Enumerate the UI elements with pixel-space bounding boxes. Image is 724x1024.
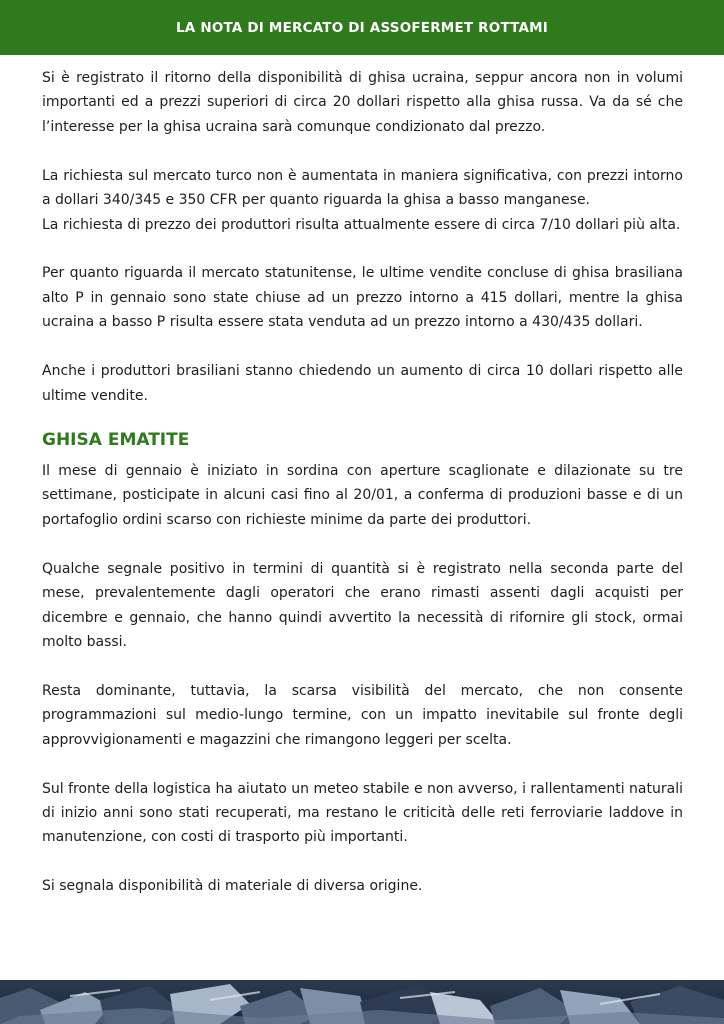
paragraph-positive-signal: Qualche segnale positivo in termini di quantità si è registrato nella seconda parte del mese, prevalentemente dagli operatori che erano rimasti assenti dagli acquisti per dicembre e gennaio, che hanno quindi avvertito la necessità di rifornire gli stock, ormai molto bassi.	[42, 560, 683, 650]
paragraph-market-visibility: Resta dominante, tuttavia, la scarsa visibilità del mercato, che non consente programmazioni sul medio-lungo termine, con un impatto inevitabile sul fronte degli approvvigionamenti e magazzini che rimangono leggeri per scelta.	[42, 682, 683, 748]
document-body	[42, 66, 683, 899]
header-title: LA NOTA DI MERCATO DI ASSOFERMET ROTTAMI	[175, 19, 549, 36]
scrap-metal-illustration	[0, 980, 724, 1024]
paragraph-january-start: Il mese di gennaio è iniziato in sordina con aperture scaglionate e dilazionate su tre settimane, posticipate in alcuni casi fino al 20/01, a conferma di produzioni basse e di un portafoglio ordini scarso con richieste minime da parte dei produttori.	[42, 462, 683, 528]
paragraph-producer-price-request: La richiesta di prezzo dei produttori risulta attualmente essere di circa 7/10 dollari più alta.	[42, 216, 681, 233]
footer-scrap-metal-image	[0, 980, 724, 1024]
paragraph-turkish-market: La richiesta sul mercato turco non è aumentata in maniera significativa, con prezzi intorno a dollari 340/345 e 350 CFR per quanto riguarda la ghisa a basso manganese.	[42, 167, 683, 209]
page-header	[0, 0, 724, 55]
paragraph-brazilian-producers: Anche i produttori brasiliani stanno chiedendo un aumento di circa 10 dollari rispetto alle ultime vendite.	[42, 363, 683, 404]
paragraph-ukrainian-pig-iron: Si è registrato il ritorno della disponibilità di ghisa ucraina, seppur ancora non in volumi importanti ed a prezzi superiori di circa 20 dollari rispetto alla ghisa russa. Va da sé che l’interesse per la ghisa ucraina sarà comunque condizionato dal prezzo.	[42, 70, 683, 135]
paragraph-material-availability: Si segnala disponibilità di materiale di diversa origine.	[42, 878, 423, 895]
paragraph-us-market: Per quanto riguarda il mercato statunitense, le ultime vendite concluse di ghisa brasiliana alto P in gennaio sono state chiuse ad un prezzo intorno a 415 dollari, mentre la ghisa ucraina a basso P risulta essere stata venduta ad un prezzo intorno a 430/435 dollari.	[42, 265, 683, 331]
section-title-ghisa-ematite: GHISA EMATITE	[42, 429, 190, 450]
paragraph-logistics: Sul fronte della logistica ha aiutato un meteo stabile e non avverso, i rallentamenti naturali di inizio anni sono stati recuperati, ma restano le criticità delle reti ferroviarie laddove in manutenzione, con costi di trasporto più importanti.	[42, 780, 683, 846]
